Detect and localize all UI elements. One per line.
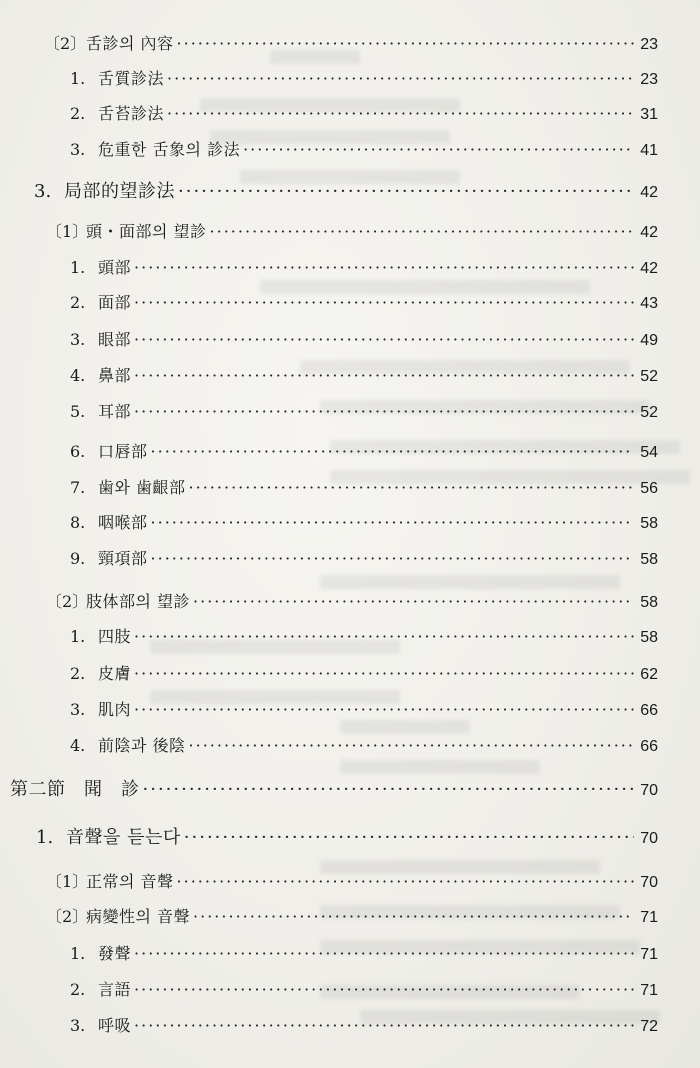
page-number: 42 — [640, 224, 658, 241]
entry-number: 1. — [70, 944, 86, 963]
dot-leader — [210, 222, 634, 242]
toc-entry — [70, 627, 658, 648]
dot-leader — [143, 780, 635, 800]
page-number: 58 — [640, 629, 658, 646]
entry-number: 7. — [70, 478, 86, 497]
page-number: 23 — [640, 36, 658, 53]
dot-leader — [134, 980, 634, 1000]
entry-title: 頸項部 — [98, 549, 148, 568]
entry-number: 5. — [70, 402, 86, 421]
entry-number: 4. — [70, 366, 86, 385]
dot-leader — [177, 872, 634, 892]
entry-title: 頭・面部의 望診 — [86, 222, 207, 241]
entry-number: 1. — [70, 69, 86, 88]
page-number: 70 — [640, 830, 658, 847]
entry-number: 〔1〕 — [46, 872, 89, 891]
toc-entry — [70, 944, 658, 965]
dot-leader — [189, 478, 634, 498]
entry-number: 1. — [70, 258, 86, 277]
dot-leader — [178, 182, 634, 202]
toc-entry — [44, 34, 658, 55]
entry-title: 口唇部 — [98, 442, 148, 461]
entry-number: 3. — [34, 181, 52, 202]
entry-title: 面部 — [98, 293, 132, 312]
page-number: 62 — [640, 666, 658, 683]
entry-title: 歯와 歯齦部 — [98, 478, 186, 497]
entry-title: 正常의 音聲 — [86, 872, 174, 891]
dot-leader — [184, 828, 634, 848]
entry-title: 呼吸 — [98, 1016, 132, 1035]
toc-entry — [46, 872, 658, 893]
page-number: 42 — [640, 184, 658, 201]
dot-leader — [134, 944, 634, 964]
toc-entry — [70, 293, 658, 314]
entry-number: 〔1〕 — [46, 222, 89, 241]
toc-entry — [70, 478, 658, 499]
entry-title: 發聲 — [98, 944, 132, 963]
entry-number: 1. — [70, 627, 86, 646]
toc-entry — [46, 907, 658, 928]
toc-entry — [70, 980, 658, 1001]
entry-title: 眼部 — [98, 330, 132, 349]
entry-number: 8. — [70, 513, 86, 532]
toc-entry — [70, 402, 658, 423]
dot-leader — [189, 736, 634, 756]
entry-number: 3. — [70, 1016, 86, 1035]
page-number: 72 — [640, 1018, 658, 1035]
entry-number: 3. — [70, 700, 86, 719]
dot-leader — [134, 366, 634, 386]
toc-entry — [70, 366, 658, 387]
entry-number: 〔2〕 — [46, 592, 89, 611]
entry-number: 〔2〕 — [44, 34, 87, 53]
toc-entry — [70, 140, 658, 161]
dot-leader — [151, 513, 634, 533]
page-number: 52 — [640, 404, 658, 421]
dot-leader — [134, 402, 634, 422]
dot-leader — [134, 330, 634, 350]
entry-title: 肢体部의 望診 — [86, 592, 191, 611]
dot-leader — [193, 592, 634, 612]
dot-leader — [134, 258, 634, 278]
entry-title: 病變性의 音聲 — [86, 907, 191, 926]
page-number: 71 — [640, 982, 658, 999]
entry-number: 1. — [36, 827, 54, 848]
entry-title: 音聲을 듣는다 — [66, 827, 181, 848]
page-number: 31 — [640, 106, 658, 123]
dot-leader — [177, 34, 634, 54]
toc-entry — [70, 736, 658, 757]
entry-title: 局部的望診法 — [64, 181, 175, 202]
page-number: 42 — [640, 260, 658, 277]
toc-entry — [70, 69, 658, 90]
entry-title: 肌肉 — [98, 700, 132, 719]
toc-entry — [70, 700, 658, 721]
toc-entry — [70, 1016, 658, 1037]
entry-title: 頭部 — [98, 258, 132, 277]
page-number: 58 — [640, 594, 658, 611]
dot-leader — [167, 69, 634, 89]
toc-entry — [46, 592, 658, 613]
dot-leader — [151, 549, 634, 569]
entry-number: 2. — [70, 293, 86, 312]
page-number: 71 — [640, 909, 658, 926]
dot-leader — [243, 140, 634, 160]
entry-number: 9. — [70, 549, 86, 568]
toc-entry — [70, 513, 658, 534]
entry-title: 舌診의 內容 — [86, 34, 174, 53]
entry-title: 危重한 舌象의 診法 — [98, 140, 241, 159]
entry-title: 舌質診法 — [98, 69, 165, 88]
entry-number: 2. — [70, 980, 86, 999]
toc-entry — [46, 222, 658, 243]
toc-entry — [34, 182, 658, 203]
entry-number: 〔2〕 — [46, 907, 89, 926]
toc-entry — [70, 258, 658, 279]
page-number: 58 — [640, 515, 658, 532]
entry-number: 4. — [70, 736, 86, 755]
toc-entry — [70, 330, 658, 351]
entry-title: 舌苔診法 — [98, 104, 165, 123]
dot-leader — [167, 104, 634, 124]
page-number: 66 — [640, 702, 658, 719]
page-number: 58 — [640, 551, 658, 568]
page-number: 70 — [640, 782, 658, 799]
dot-leader — [134, 664, 634, 684]
dot-leader — [151, 442, 634, 462]
entry-title: 耳部 — [98, 402, 132, 421]
toc-entry — [10, 780, 658, 801]
page-number: 70 — [640, 874, 658, 891]
page-number: 49 — [640, 332, 658, 349]
toc-entry — [70, 549, 658, 570]
toc-entry — [70, 664, 658, 685]
entry-number: 2. — [70, 104, 86, 123]
entry-number: 3. — [70, 330, 86, 349]
entry-title: 咽喉部 — [98, 513, 148, 532]
entry-title: 鼻部 — [98, 366, 132, 385]
entry-title: 言語 — [98, 980, 132, 999]
page-number: 23 — [640, 71, 658, 88]
entry-title: 前陰과 後陰 — [98, 736, 186, 755]
dot-leader — [134, 1016, 634, 1036]
page-number: 56 — [640, 480, 658, 497]
page-number: 66 — [640, 738, 658, 755]
page-number: 71 — [640, 946, 658, 963]
toc-entry — [70, 442, 658, 463]
entry-number: 2. — [70, 664, 86, 683]
dot-leader — [134, 700, 634, 720]
page-number: 43 — [640, 295, 658, 312]
entry-title: 皮膚 — [98, 664, 132, 683]
toc-entry — [70, 104, 658, 125]
dot-leader — [193, 907, 634, 927]
dot-leader — [134, 293, 634, 313]
entry-title: 四肢 — [98, 627, 132, 646]
page-number: 54 — [640, 444, 658, 461]
dot-leader — [134, 627, 634, 647]
entry-number: 3. — [70, 140, 86, 159]
toc-entry — [36, 828, 658, 849]
page-number: 41 — [640, 142, 658, 159]
page-number: 52 — [640, 368, 658, 385]
entry-title: 第二節 聞 診 — [10, 779, 140, 800]
entry-number: 6. — [70, 442, 86, 461]
